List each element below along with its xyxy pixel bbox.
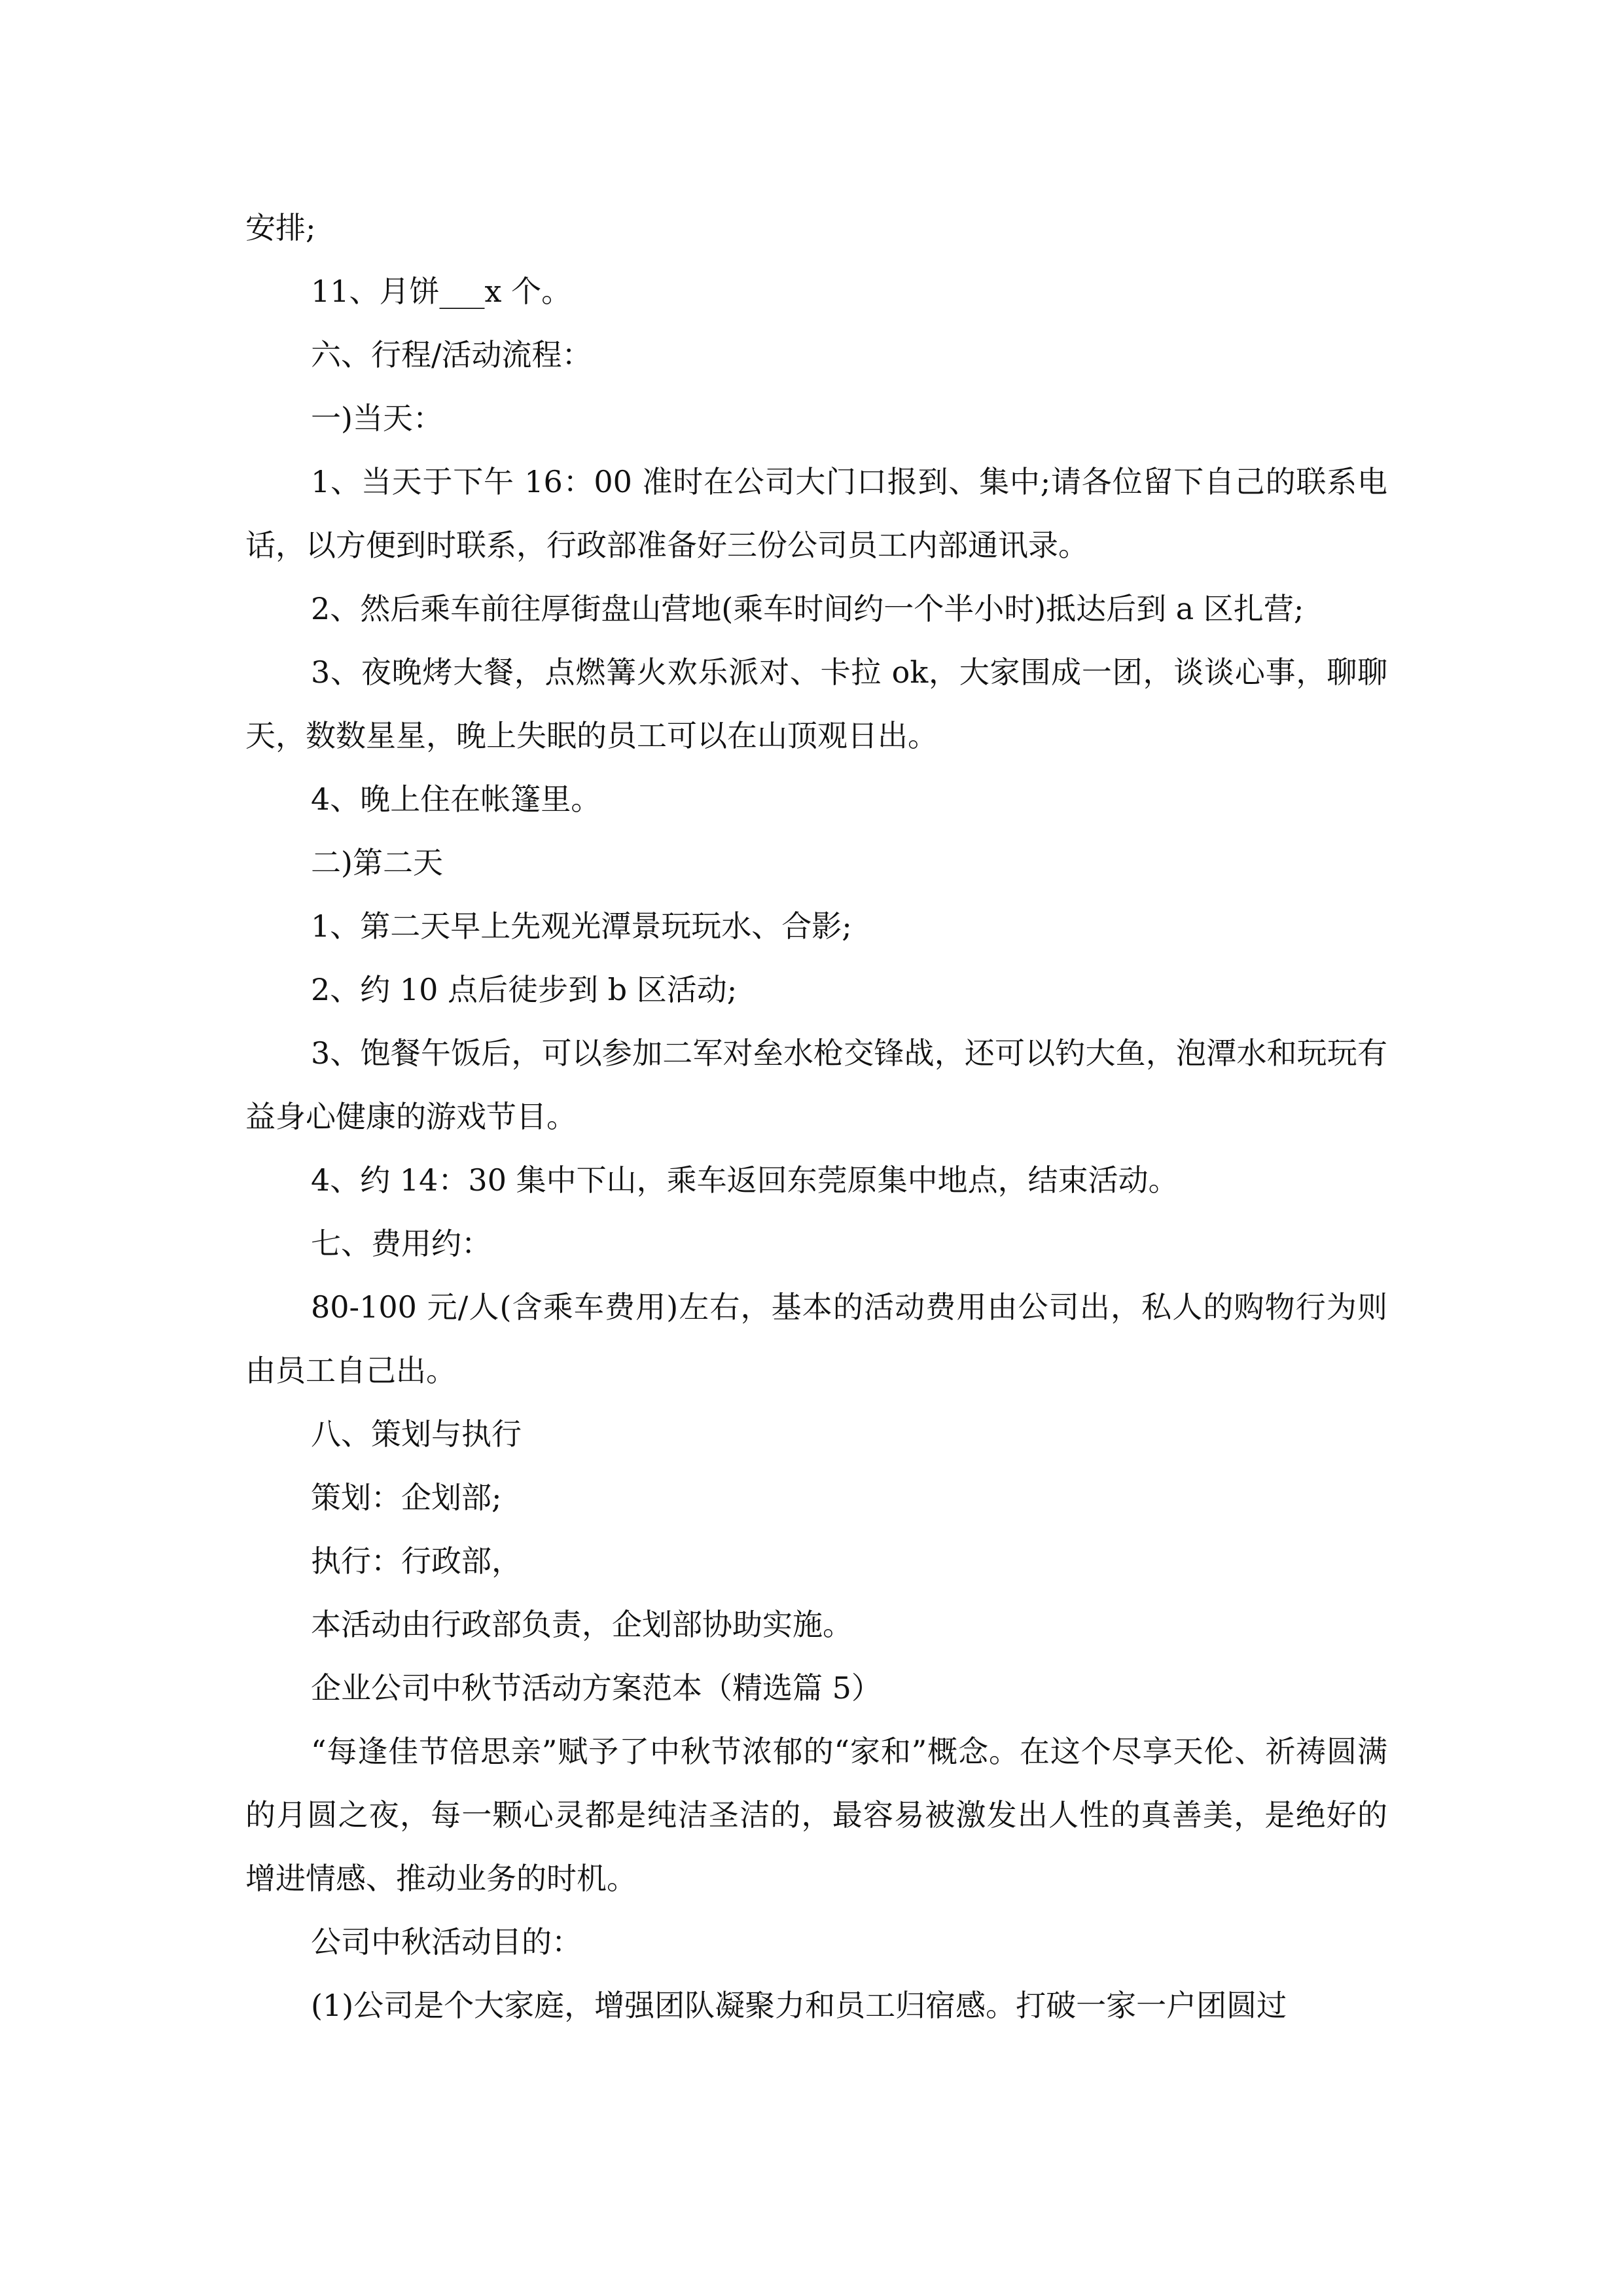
paragraph-purpose-1: (1)公司是个大家庭，增强团队凝聚力和员工归宿感。打破一家一户团圆过 xyxy=(311,1988,1287,2023)
paragraph-day1-step2: 2、然后乘车前往厚街盘山营地(乘车时间约一个半小时)抵达后到 a 区扎营; xyxy=(311,591,1304,626)
heading-activity-purpose: 公司中秋活动目的： xyxy=(311,1924,582,1960)
paragraph-execution: 执行：行政部， xyxy=(311,1543,522,1579)
document-body xyxy=(245,196,1387,2037)
paragraph-day2-step4: 4、约 14：30 集中下山，乘车返回东莞原集中地点，结束活动。 xyxy=(311,1162,1179,1198)
heading-section-8: 八、策划与执行 xyxy=(311,1416,522,1452)
subheading-day-one: 一)当天： xyxy=(311,401,443,436)
heading-plan-5: 企业公司中秋节活动方案范本（精选篇 5） xyxy=(311,1670,882,1706)
paragraph-day1-step3: 3、夜晚烤大餐，点燃篝火欢乐派对、卡拉 ok，大家围成一团，谈谈心事，聊聊天，数数星星，晚上失眠的员工可以在山顶观日出。 xyxy=(245,655,1387,753)
paragraph-arrangement: 安排; xyxy=(245,210,316,245)
paragraph-intro: “每逢佳节倍思亲”赋予了中秋节浓郁的“家和”概念。在这个尽享天伦、祈祷圆满的月圆之夜，每一颗心灵都是纯洁圣洁的，最容易被激发出人性的真善美，是绝好的增进情感、推动业务的时机。 xyxy=(245,1734,1387,1896)
subheading-day-two: 二)第二天 xyxy=(311,845,443,880)
paragraph-day2-step1: 1、第二天早上先观光潭景玩玩水、合影; xyxy=(311,908,852,944)
paragraph-day2-step2: 2、约 10 点后徒步到 b 区活动; xyxy=(311,972,738,1007)
heading-section-7: 七、费用约： xyxy=(311,1226,491,1261)
paragraph-day1-step1: 1、当天于下午 16：00 准时在公司大门口报到、集中;请各位留下自己的联系电话，以方便到时联系，行政部准备好三份公司员工内部通讯录。 xyxy=(245,464,1387,563)
paragraph-planning: 策划：企划部; xyxy=(311,1480,502,1515)
paragraph-item-11-mooncakes: 11、月饼___x 个。 xyxy=(311,274,572,309)
paragraph-day2-step3: 3、饱餐午饭后，可以参加二军对垒水枪交锋战，还可以钓大鱼，泡潭水和玩玩有益身心健康的游戏节目。 xyxy=(245,1035,1387,1134)
paragraph-cost: 80-100 元/人(含乘车费用)左右，基本的活动费用由公司出，私人的购物行为则由员工自己出。 xyxy=(245,1289,1387,1388)
heading-section-6: 六、行程/活动流程： xyxy=(311,337,592,372)
paragraph-responsibility: 本活动由行政部负责，企划部协助实施。 xyxy=(311,1607,853,1642)
paragraph-day1-step4: 4、晚上住在帐篷里。 xyxy=(311,781,601,817)
